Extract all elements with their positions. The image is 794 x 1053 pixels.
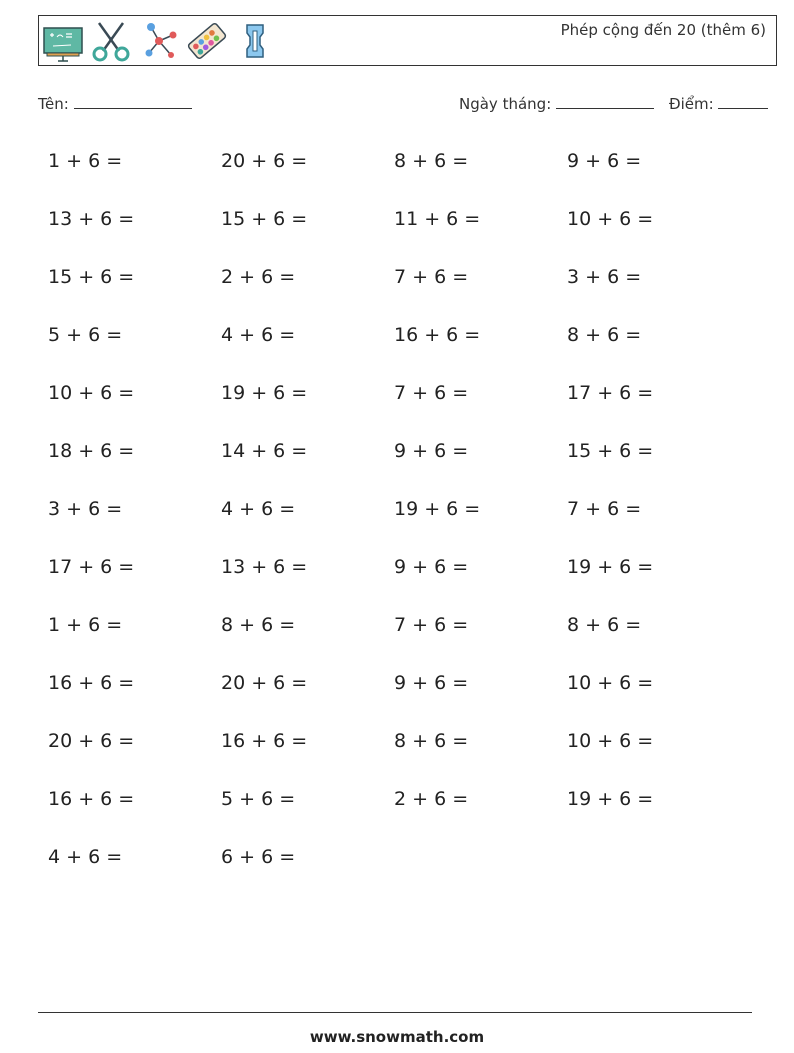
- problem-item: 10 + 6 =: [567, 208, 654, 230]
- problem-item: 13 + 6 =: [221, 556, 308, 578]
- name-field: [38, 92, 192, 113]
- score-field: [669, 92, 768, 113]
- date-blank[interactable]: [556, 92, 654, 109]
- problem-item: 19 + 6 =: [567, 556, 654, 578]
- date-field: [459, 92, 654, 113]
- problem-item: 8 + 6 =: [221, 614, 296, 636]
- problem-item: 9 + 6 =: [394, 556, 469, 578]
- problem-item: 19 + 6 =: [394, 498, 481, 520]
- problem-item: 15 + 6 =: [48, 266, 135, 288]
- footer-url: www.snowmath.com: [309, 1028, 485, 1046]
- score-blank[interactable]: [718, 92, 768, 109]
- problem-item: 4 + 6 =: [221, 324, 296, 346]
- problem-item: 10 + 6 =: [567, 672, 654, 694]
- problem-item: 1 + 6 =: [48, 614, 123, 636]
- pencil-sharpener-icon: [233, 19, 277, 63]
- problem-item: 8 + 6 =: [567, 614, 642, 636]
- problem-item: 15 + 6 =: [221, 208, 308, 230]
- problem-item: 13 + 6 =: [48, 208, 135, 230]
- problem-item: 17 + 6 =: [567, 382, 654, 404]
- problem-item: 9 + 6 =: [394, 440, 469, 462]
- problem-grid: [48, 145, 740, 899]
- worksheet-title: Phép cộng đến 20 (thêm 6): [560, 21, 766, 39]
- score-label: Điểm:: [669, 95, 714, 113]
- problem-item: 3 + 6 =: [567, 266, 642, 288]
- problem-item: 7 + 6 =: [394, 614, 469, 636]
- problem-item: 2 + 6 =: [394, 788, 469, 810]
- problem-item: 3 + 6 =: [48, 498, 123, 520]
- worksheet-header: [38, 15, 777, 66]
- problem-item: 10 + 6 =: [567, 730, 654, 752]
- problem-item: 8 + 6 =: [567, 324, 642, 346]
- problem-item: 17 + 6 =: [48, 556, 135, 578]
- problem-item: 20 + 6 =: [221, 672, 308, 694]
- problem-item: 20 + 6 =: [48, 730, 135, 752]
- problem-item: 7 + 6 =: [394, 382, 469, 404]
- problem-item: 19 + 6 =: [221, 382, 308, 404]
- problem-item: 4 + 6 =: [221, 498, 296, 520]
- problem-item: 7 + 6 =: [394, 266, 469, 288]
- problem-item: 16 + 6 =: [48, 788, 135, 810]
- student-info-row: [38, 92, 770, 116]
- name-label: Tên:: [38, 95, 69, 113]
- problem-item: 8 + 6 =: [394, 150, 469, 172]
- problem-item: 20 + 6 =: [221, 150, 308, 172]
- problem-item: 7 + 6 =: [567, 498, 642, 520]
- problem-item: 16 + 6 =: [221, 730, 308, 752]
- molecule-icon: [137, 19, 181, 63]
- problem-item: 6 + 6 =: [221, 846, 296, 868]
- problem-item: 8 + 6 =: [394, 730, 469, 752]
- problem-item: 4 + 6 =: [48, 846, 123, 868]
- problem-item: 2 + 6 =: [221, 266, 296, 288]
- problem-item: 5 + 6 =: [48, 324, 123, 346]
- footer-divider: [38, 1012, 752, 1013]
- scissors-icon: [89, 19, 133, 63]
- problem-item: 1 + 6 =: [48, 150, 123, 172]
- problem-item: 9 + 6 =: [567, 150, 642, 172]
- header-icons: [41, 19, 277, 63]
- name-blank[interactable]: [74, 92, 192, 109]
- problem-item: 10 + 6 =: [48, 382, 135, 404]
- problem-item: 16 + 6 =: [394, 324, 481, 346]
- problem-item: 9 + 6 =: [394, 672, 469, 694]
- problem-item: 11 + 6 =: [394, 208, 481, 230]
- problem-item: 16 + 6 =: [48, 672, 135, 694]
- problem-item: 14 + 6 =: [221, 440, 308, 462]
- problem-item: 19 + 6 =: [567, 788, 654, 810]
- problem-item: 5 + 6 =: [221, 788, 296, 810]
- problem-item: 15 + 6 =: [567, 440, 654, 462]
- problem-item: 18 + 6 =: [48, 440, 135, 462]
- date-label: Ngày tháng:: [459, 95, 552, 113]
- chalkboard-icon: [41, 19, 85, 63]
- paint-palette-icon: [185, 19, 229, 63]
